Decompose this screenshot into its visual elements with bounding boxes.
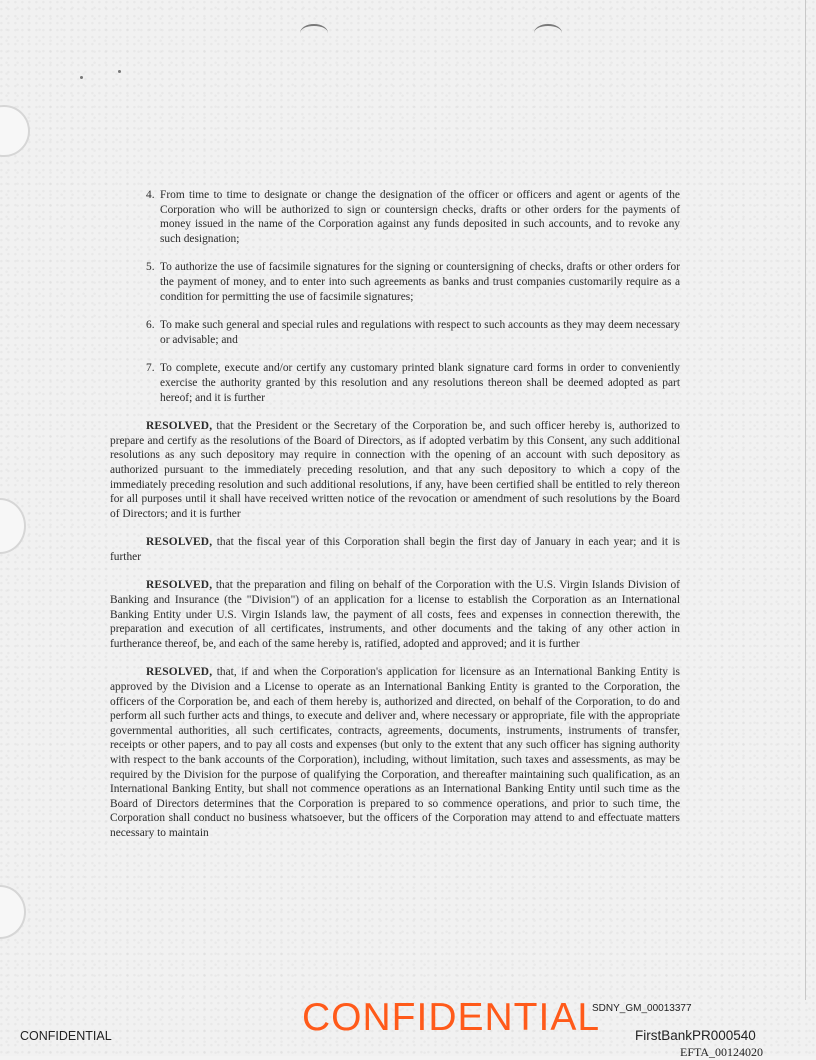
list-item <box>146 361 680 405</box>
resolution-text: that the President or the Secretary of the Corporation be, and such officer hereby is, authorized to prepare and certify as the resolutions of the Board of Directors, as if adopted verbatim by this Consent, any such additional resolutions as any such depository may require in connection with the opening of an account with such depository as authorized pursuant to the immediately preceding resolution, and that any such depository to which a copy of the immediately preceding resolution and such additional resolutions, if any, have been certified shall be entitled to rely thereon for all purposes until it shall have received written notice of the revocation or amendment of such resolutions by the Board of Directors; and it is further <box>110 420 680 520</box>
list-item <box>146 188 680 246</box>
efta-number: EFTA_00124020 <box>680 1045 764 1059</box>
page-edge-line <box>805 0 806 1000</box>
binder-hole-bottom <box>0 885 26 939</box>
resolution-text: that the fiscal year of this Corporation shall begin the first day of January in each year; and it is further <box>110 536 680 563</box>
binder-hole-middle <box>0 498 26 554</box>
resolution-paragraph <box>110 535 680 564</box>
speck <box>118 70 121 73</box>
resolved-keyword: RESOLVED, <box>146 420 213 433</box>
resolution-paragraph <box>110 578 680 651</box>
resolution-text: that the preparation and filing on behalf of the Corporation with the U.S. Virgin Islands Division of Banking and Insurance (the "Division") of an application for a license to establish the Corporation as an International Banking Entity under U.S. Virgin Islands law, the payment of all costs, fees and expenses in connection therewith, the preparation and execution of all certificates, instruments, and other documents and the taking of any other action in furtherance thereof, be, and each of the same hereby is, ratified, adopted and approved; and it is further <box>110 579 680 650</box>
list-item <box>146 318 680 347</box>
list-item-text: From time to time to designate or change the designation of the officer or officers and agent or agents of the Corporation who will be authorized to sign or countersign checks, drafts or other orders for the payments of money issued in the name of the Corporation against any funds deposited in such accounts, and to revoke any such designation; <box>160 189 680 245</box>
list-item-number: 7. <box>146 362 155 375</box>
resolution-paragraph <box>110 419 680 521</box>
confidential-stamp: CONFIDENTIAL <box>302 996 601 1039</box>
resolution-text: that, if and when the Corporation's application for licensure as an International Banking Entity is approved by the Division and a License to operate as an International Banking Entity is granted to the Corporation, the officers of the Corporation be, and each of them hereby is, authorized and directed, on behalf of the Corporation, to do and perform all such further acts and things, to execute and deliver and, where necessary or appropriate, file with the appropriate governmental authorities, all such certificates, contracts, agreements, documents, instruments, instruments of transfer, receipts or other papers, and to pay all costs and expenses (but only to the extent that any such officer has signing authority with respect to the bank accounts of the Corporation), including, without limitation, such taxes and assessments, as may be required by the Division for the purpose of qualifying the Corporation, and thereafter maintaining such qualification, as an International Banking Entity, but shall not commence operations as an International Banking Entity until such time as the Board of Directors determines that the Corporation is prepared to so commence operations, and prior to such time, the Corporation shall conduct no business whatsoever, but the officers of the Corporation may attend to and effectuate matters necessary to maintain <box>110 666 680 839</box>
bates-number: SDNY_GM_00013377 <box>592 1003 692 1014</box>
speck <box>80 76 83 79</box>
binder-hole-top <box>0 105 30 157</box>
document-body <box>110 188 680 853</box>
punch-mark-right <box>534 24 562 42</box>
list-item-number: 4. <box>146 189 155 201</box>
list-item-number: 6. <box>146 319 155 332</box>
list-item-number: 5. <box>146 261 155 274</box>
list-item <box>146 260 680 304</box>
list-item-text: To authorize the use of facsimile signatures for the signing or countersigning of checks, drafts or other orders for the payment of money, and to enter into such agreements as banks and trust companies customarily require as a condition for permitting the use of facsimile signatures; <box>160 261 680 303</box>
resolution-paragraph <box>110 665 680 840</box>
resolved-keyword: RESOLVED, <box>146 579 213 592</box>
list-item-text: To make such general and special rules and regulations with respect to such accounts as they may deem necessary or advisable; and <box>160 319 680 346</box>
punch-mark-left <box>300 24 328 42</box>
confidential-label: CONFIDENTIAL <box>20 1029 112 1043</box>
resolved-keyword: RESOLVED, <box>146 536 213 549</box>
firstbank-production-number: FirstBankPR000540 <box>635 1028 756 1043</box>
resolved-keyword: RESOLVED, <box>146 666 213 679</box>
list-item-text: To complete, execute and/or certify any customary printed blank signature card forms in order to conveniently exercise the authority granted by this resolution and any resolutions thereon shall be deemed adopted as part hereof; and it is further <box>160 362 680 404</box>
